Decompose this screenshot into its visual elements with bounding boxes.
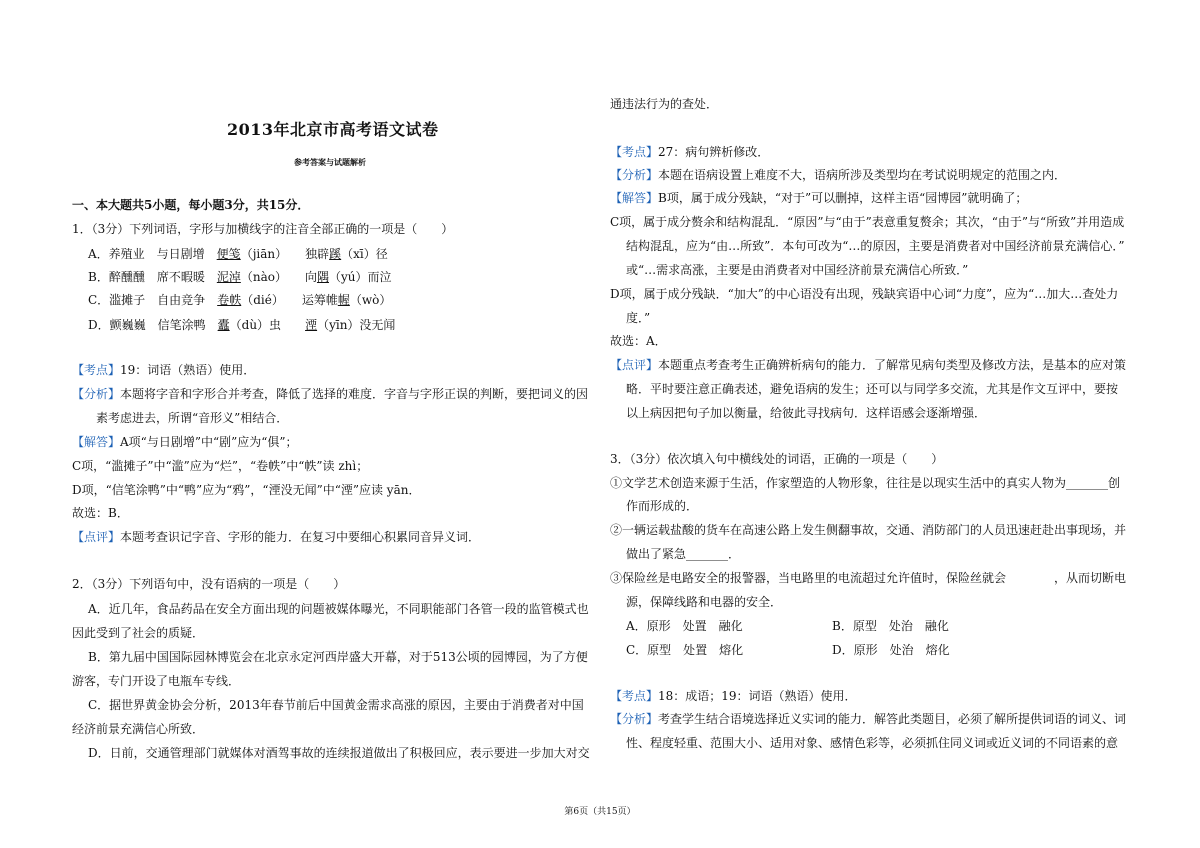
kaodian: 【考点】19：词语（熟语）使用． bbox=[72, 363, 256, 377]
option-d: D．日前，交通管理部门就媒体对酒驾事故的连续报道做出了积极回应，表示要进一步加大对交 bbox=[88, 746, 590, 760]
dianping: 【点评】本题考查识记字音、字形的能力．在复习中要细心积累同音异义词． bbox=[72, 530, 481, 544]
fenxi: 【分析】本题将字音和字形合并考查，降低了选择的难度．字音与字形正误的判断，要把词义的因 bbox=[72, 387, 589, 401]
jieda-line: D项，属于成分残缺．“加大”的中心语没有出现，残缺宾语中心词“力度”，应为“…加大…查处力 bbox=[610, 287, 1119, 301]
jieda-line: D项，“信笔涂鸭”中“鸭”应为“鸦”，“湮没无闻”中“湮”应读 yān． bbox=[72, 483, 421, 497]
option-d: D．颤巍巍 信笔涂鸭 蠹（dù）虫 湮（yīn）没无闻 bbox=[88, 318, 396, 332]
option-d-cont: 通违法行为的查处． bbox=[610, 97, 719, 111]
option-a: A．养殖业 与日剧增 便笺（jiān） 独辟蹊（xī）径 bbox=[88, 247, 388, 261]
fenxi-cont: 素考虑进去，所谓“音形义”相结合． bbox=[96, 411, 289, 425]
sentence-2: ②一辆运载盐酸的货车在高速公路上发生侧翻事故，交通、消防部门的人员迅速赶赴出事现场，并 bbox=[610, 523, 1127, 537]
page-footer: 第6页（共15页） bbox=[564, 807, 636, 817]
jieda: 【解答】B项，属于成分残缺，“对于”可以删掉，这样主语“园博园”就明确了； bbox=[610, 191, 1028, 205]
option-a: A．原形 处置 融化 bbox=[626, 619, 743, 633]
option-a-cont: 因此受到了社会的质疑． bbox=[72, 626, 205, 640]
sentence-2-cont: 做出了紧急_______． bbox=[626, 547, 741, 561]
option-b: B．第九届中国国际园林博览会在北京永定河西岸盛大开幕，对于513公顷的园博园，为了方便 bbox=[88, 650, 588, 664]
page-title: 2013年北京市高考语文试卷 bbox=[227, 120, 439, 139]
option-b: B．原型 处治 融化 bbox=[832, 619, 949, 633]
section-heading: 一、本大题共5小题，每小题3分，共15分． bbox=[72, 198, 310, 212]
question-stem: 2．（3分）下列语句中，没有语病的一项是（ ） bbox=[72, 577, 346, 591]
option-a: A．近几年，食品药品在安全方面出现的问题被媒体曝光，不同职能部门各管一段的监管模式也 bbox=[88, 602, 589, 616]
option-c-cont: 经济前景充满信心所致． bbox=[72, 722, 205, 736]
fenxi-cont: 性、程度轻重、范围大小、适用对象、感情色彩等，必须抓住同义词或近义词的不同语素的意 bbox=[626, 736, 1119, 750]
jieda-line: C项，“滥摊子”中“滥”应为“烂”，“卷帙”中“帙”读 zhì； bbox=[72, 459, 369, 473]
jieda: 【解答】A项“与日剧增”中“剧”应为“俱”； bbox=[72, 435, 298, 449]
option-b-cont: 游客，专门开设了电瓶车专线． bbox=[72, 674, 241, 688]
fenxi: 【分析】本题在语病设置上难度不大，语病所涉及类型均在考试说明规定的范围之内． bbox=[610, 168, 1067, 182]
kaodian: 【考点】27：病句辨析修改． bbox=[610, 145, 770, 159]
option-c: C．原型 处置 熔化 bbox=[626, 643, 744, 657]
jieda-line: 结构混乱，应为“由…所致”．本句可改为“…的原因，主要是消费者对中国经济前景充满信心．” bbox=[626, 239, 1125, 253]
jieda-line: 度．” bbox=[626, 311, 651, 325]
option-c: C．滥摊子 自由竞争 卷帙（dié） 运筹帷幄（wò） bbox=[88, 293, 392, 307]
sentence-1-cont: 作而形成的． bbox=[626, 499, 699, 513]
jieda-line: 或“…需求高涨，主要是由消费者对中国经济前景充满信心所致．” bbox=[626, 263, 969, 277]
answer: 故选：A． bbox=[610, 334, 667, 348]
dianping: 【点评】本题重点考查考生正确辨析病句的能力．了解常见病句类型及修改方法，是基本的应对策 bbox=[610, 358, 1127, 372]
question-stem: 3．（3分）依次填入句中横线处的词语，正确的一项是（ ） bbox=[610, 452, 944, 466]
dianping-cont: 略．平时要注意正确表述，避免语病的发生；还可以与同学多交流，尤其是作文互评中，要按 bbox=[626, 382, 1119, 396]
page-subtitle: 参考答案与试题解析 bbox=[294, 157, 366, 167]
option-d: D．原形 处治 熔化 bbox=[832, 643, 950, 657]
option-c: C．据世界黄金协会分析，2013年春节前后中国黄金需求高涨的原因，主要由于消费者对中国 bbox=[88, 698, 584, 712]
fenxi: 【分析】考查学生结合语境选择近义实词的能力．解答此类题目，必须了解所提供词语的词义、词 bbox=[610, 712, 1127, 726]
answer: 故选：B． bbox=[72, 506, 129, 520]
sentence-3: ③保险丝是电路安全的报警器，当电路里的电流超过允许值时，保险丝就会 ，从而切断电 bbox=[610, 571, 1127, 585]
question-stem: 1．（3分）下列词语，字形与加横线字的注音全部正确的一项是（ ） bbox=[72, 222, 454, 236]
dianping-cont: 以上病因把句子加以衡量，给彼此寻找病句．这样语感会逐渐增强． bbox=[626, 406, 987, 420]
sentence-1: ①文学艺术创造来源于生活，作家塑造的人物形象，往往是以现实生活中的真实人物为_______创 bbox=[610, 476, 1121, 490]
sentence-3-cont: 源，保障线路和电器的安全． bbox=[626, 595, 783, 609]
kaodian: 【考点】18：成语；19：词语（熟语）使用． bbox=[610, 689, 857, 703]
option-b: B．醉醺醺 席不暇暖 泥淖（nào） 向隅（yú）而泣 bbox=[88, 270, 392, 284]
jieda-line: C项，属于成分赘余和结构混乱．“原因”与“由于”表意重复赘余；其次，“由于”与“所致”并用造成 bbox=[610, 215, 1125, 229]
